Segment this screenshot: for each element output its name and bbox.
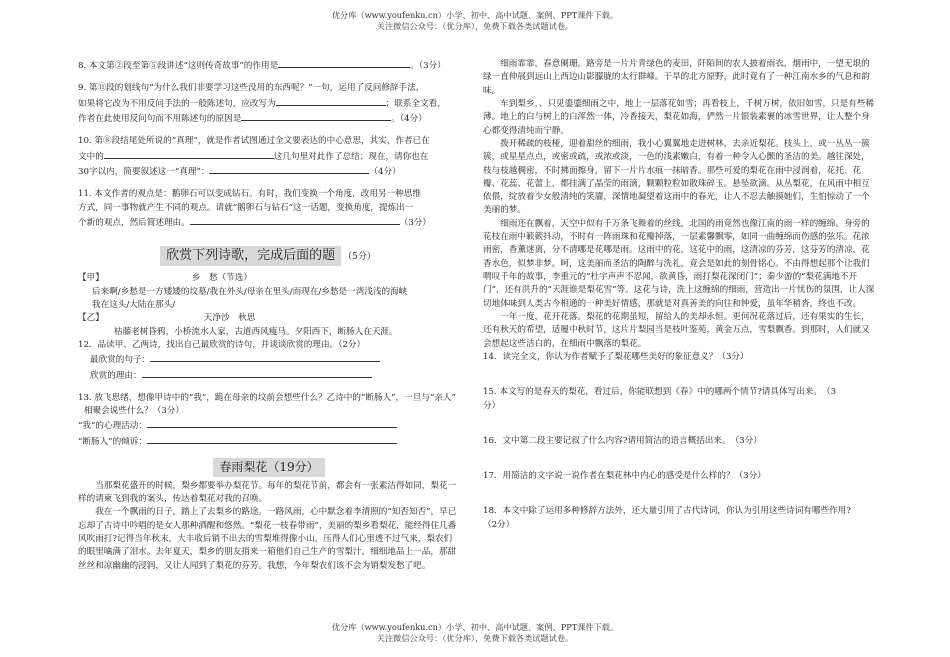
question-17: 17．用简洁的文字说一说作者在梨花林中内心的感受是什么样的？（3分） [483, 471, 766, 482]
question-11-line-3 [78, 215, 460, 230]
q13-traveler-label: “断肠人”的倾诉： [78, 436, 147, 447]
question-11-line-1: 11. 本文作者的观点是：鹅卵石可以变成钻石。有时，我们变换一个角度，改用另一种思维 [78, 189, 421, 200]
q9-prompt-b: ；联系全文看， [385, 98, 446, 109]
q9-prompt-a: 如果将它改为不用反问手法的一般陈述句，应改写为 [78, 98, 276, 109]
answer-blank[interactable] [209, 164, 369, 174]
answer-blank[interactable] [147, 434, 397, 444]
footer-line-1: 优分库（www.youfenku.cn）小学、初中、高中试题、案例、PPT课件下载。 [331, 622, 619, 632]
header-line-1: 优分库（www.youfenku.cn）小学、初中、高中试题、案例、PPT课件下载。 [331, 10, 619, 20]
poem-a-tag: 【甲】 [78, 273, 104, 284]
header-line-2: 关注微信公众号：（优分库），免费下载各类试题试卷。 [376, 20, 574, 31]
question-18 [483, 505, 878, 532]
answer-blank[interactable] [142, 368, 372, 378]
question-15 [483, 386, 878, 413]
essay-paragraph-6: 细雨还在飘着，天空中似有千万条飞舞着的丝线，北国的雨竟然也像江南的雨一样的缠绵。身旁的花枝在雨中簌簌抖动，不时有一阵雨珠和花瓣掉落，一层素馨飘零，如同一曲缠绵而伤感的弦乐。花浓雨密，香薰迷离，分不清哪是花哪是雨。这雨中的花，这花中的雨，这清凉的芬芳，这芬芳的清凉，花香水色，似梦非梦。呵，这美丽而圣洁的陶醉与洗礼，竟会是如此的刻骨铭心。不由得想起那个让我们喟叹千年的故事，李重元的“杜宇声声不忍闻，欲黄昏，雨打梨花深闭门”；秦少游的“梨花满地不开门”，还有洪升的“天涯谁是梨花雪”等。这花与诗，洗上这缠绵的细雨，营造出一片忧伤的氛围，让人深切地体味到人类古今相通的一种美好情感，那就是对真善美的向往和钟爱，虽年华稍沓，终也不改。 [483, 218, 875, 309]
question-13 [78, 392, 460, 449]
page-footer [0, 622, 950, 643]
question-15-line-1: 15. 本文写的是春天的梨花，看过后，你能联想到《春》中的哪两个情节?请具体写出来。 （3 [483, 387, 837, 398]
question-16: 16．文中第二段主要记叙了什么内容?请用简洁的语言概括出来。 （3分） [483, 435, 762, 446]
question-10-line-2 [78, 149, 460, 164]
question-8-text: 8. 本文第②段至第⑤段讲述“这则传奇故事”的作用是 [78, 61, 279, 71]
answer-blank[interactable] [147, 418, 397, 428]
poem-b [78, 312, 460, 339]
page-header [0, 10, 950, 31]
question-13-line-1: 13. 放飞思绪，想像甲诗中的“我”，跪在母亲的坟前会想些什么？乙诗中的“断肠人”，一旦与“亲人” [78, 392, 456, 403]
q11-points: （3分） [399, 217, 431, 228]
answer-space[interactable] [483, 413, 878, 435]
left-column [78, 58, 460, 573]
section-essay-title: 春雨梨花（19分） [213, 458, 324, 477]
answer-blank[interactable] [150, 352, 380, 362]
question-10-line-1: 10. 第⑧段结尾处所说的“真理”，就是作者试图通过全文要表达的中心意思，其实，作者已在 [78, 136, 430, 147]
answer-blank[interactable] [241, 111, 391, 121]
question-10 [78, 135, 460, 179]
question-11 [78, 188, 460, 230]
question-9-line-2 [78, 96, 460, 111]
poem-a-line-1: 后来啊/乡愁是一方矮矮的坟墓/我在外头/母亲在里头/而现在/乡愁是一湾浅浅的海峡 [92, 286, 408, 297]
essay-paragraph-3: 细雨霏霏，春意阑珊。路旁是一片片青绿色的麦田，阡陌间的农人披着雨衣，烟雨中，一望无垠的绿一直伸展到远山上西边山影朦胧的太行群峰。干旱的北方原野，此时竟有了一种江南水乡的气息和韵味。 [483, 59, 870, 96]
section-title-essay [78, 458, 460, 477]
q10-prompt-b: 这几句里对此作了总结；现在，请你也在 [273, 151, 429, 162]
answer-blank[interactable] [278, 58, 410, 68]
question-15-line-2: 分） [483, 400, 501, 411]
q9-prompt-c: 作者在此使用反问句而不用陈述句的原因是 [78, 113, 242, 124]
question-11-line-2: 方式，同一事物就产生不同的观点。请就“鹅卵石与钻石”这一话题，变换角度，提炼出一 [78, 202, 414, 213]
q10-prompt-c: 30字以内，简要叙述这一“真理”： [78, 166, 210, 177]
essay-paragraph-1: 当那梨花盛开的时候，梨乡都要举办梨花节。每年的梨花节前，都会有一张素洁得如同，梨花一样的请柬飞到我的案头，传达着梨花对我的召唤。 [78, 480, 457, 505]
question-12-line-1: 12．品读甲、乙两诗，找出自己最欣赏的诗句，并谈谈欣赏的理由。（2分） [78, 339, 366, 350]
question-13-line-2: 相聚会说些什么？（3分） [84, 406, 184, 417]
q9-points: 。（4分） [391, 113, 427, 124]
essay-paragraph-5: 拨开稀疏的枝桠，迎着甜丝的细雨，我小心翼翼地走进树林，去亲近梨花。枝头上，或一丛丛一簇簇，或星星点点，或密或疏，或浓或淡，一色的浅素嫩白，有着一种令人心颤的圣洁的美。越往深处，枝与枝越稠密，不时拂面擦身，留下一片片水痕一抹暗香。那些可爱的梨花在雨中浸润着，花托、花瓣、花蕊、花蕾上，都挂满了晶莹的雨滴，颗颗粒粒如散珠碎玉。悬坠欲滴。从丛梨花，在风雨中相互依偎，绽放着少女般清纯的笑靥，深情地凝望着这雨中的春光，让人不忍去触摸她们，生怕惊动了一个美丽的梦。 [483, 138, 870, 216]
answer-space[interactable] [483, 483, 878, 505]
q12-sentence-label: 最欣赏的句子： [90, 355, 151, 366]
q10-prompt-a: 文中的 [78, 151, 104, 162]
footer-line-2: 关注微信公众号：（优分库），免费下载各类试题试卷。 [376, 632, 574, 643]
poem-a-line-2: 我在这头/大陆在那头/ [92, 299, 176, 310]
question-10-line-3 [78, 164, 460, 179]
poem-b-line: 枯藤老树昏鸦，小桥流水人家，古道西风瘦马。夕阳西下，断肠人在天涯。 [114, 326, 398, 337]
essay-paragraph-2: 我在一个飘雨的日子，踏上了去梨乡的路途。一路风雨，心中默念着李清照的“知否知否”，早已忘却了古诗中吟唱的是女人那种酒醒和悠然。“梨花一枝春带雨”，美丽的梨乡看梨花，能经得住几番风吹雨打?记得当年秋末，大丰收后销不出去的雪梨堆得像小山，压得人们心里透不过气来，梨农们的眼里噙满了泪水。去年夏天，梨乡的朋友捎来一箱他们自己生产的雪梨汁，细细地品上一品，那甜丝丝和凉幽幽的浸润，又让人闻到了梨花的芬芳。我想，今年梨农们该不会为销梨发愁了吧。 [78, 507, 457, 571]
question-9-line-1: 9. 第⑪段的划线句“为什么我们非要学习这些没用的东西呢？”一句，运用了反问修辞手法， [78, 83, 425, 94]
section-poem-title: 欣赏下列诗歌，完成后面的题 [160, 246, 341, 266]
answer-space[interactable] [483, 364, 878, 386]
question-8-points: 。（3分） [410, 61, 446, 71]
essay-paragraph-7: 一年一度，花开花落。梨花的花期虽短，留给人的美却永恒。更何况花落过后，还有果实的生长，还有秋天的希望，适履中秋时节，这片片梨园当是枝叶鉴苑，黄金万点，雪梨飘香。到那时，人们就又会想起这些洁白的，在细雨中飘落的梨花。 [483, 311, 870, 349]
q13-me-label: “我”的心理活动： [78, 421, 147, 432]
answer-space[interactable] [483, 448, 878, 470]
section-title-poem [78, 246, 460, 266]
section-poem-points: （5分） [343, 252, 376, 263]
q11-prompt: 个新的观点，然后简述理由。 [78, 217, 190, 228]
poem-b-tag: 【乙】 [78, 313, 104, 324]
answer-blank[interactable] [190, 215, 400, 225]
question-18-line-1: 18．本文中除了运用多种修辞方法外，还大量引用了古代诗词，你认为引用这些诗词有哪些作用? [483, 506, 851, 517]
essay-paragraph-4: 车到梨乡，、只见鎏鎏细雨之中，地上一层落花如雪；再看枝上，千树万树，依旧如雪，只是有些稀薄。地上的白与树上的白浑然一体，冷香接天，梨花如海，俨然一片银装素裹的冰雪世界，让人整个身心都变得清纯而宁静。 [483, 98, 875, 136]
poem-b-title: 天净沙 秋思 [203, 313, 256, 324]
question-8 [78, 58, 460, 73]
q10-points: （4分） [369, 166, 401, 177]
poem-a [78, 272, 460, 312]
q12-reason-label: 欣赏的理由： [90, 370, 142, 381]
question-14: 14．读完全文，你认为作者赋予了梨花哪些美好的象征意义？（3分） [483, 351, 749, 362]
question-18-line-2: （2分） [483, 519, 515, 530]
answer-blank[interactable] [104, 149, 274, 159]
right-column [483, 58, 878, 532]
answer-blank[interactable] [276, 96, 386, 106]
question-9-line-3 [78, 111, 460, 126]
question-12 [78, 339, 460, 383]
poem-a-title: 乡 愁（节选） [191, 273, 252, 284]
question-9 [78, 82, 460, 126]
